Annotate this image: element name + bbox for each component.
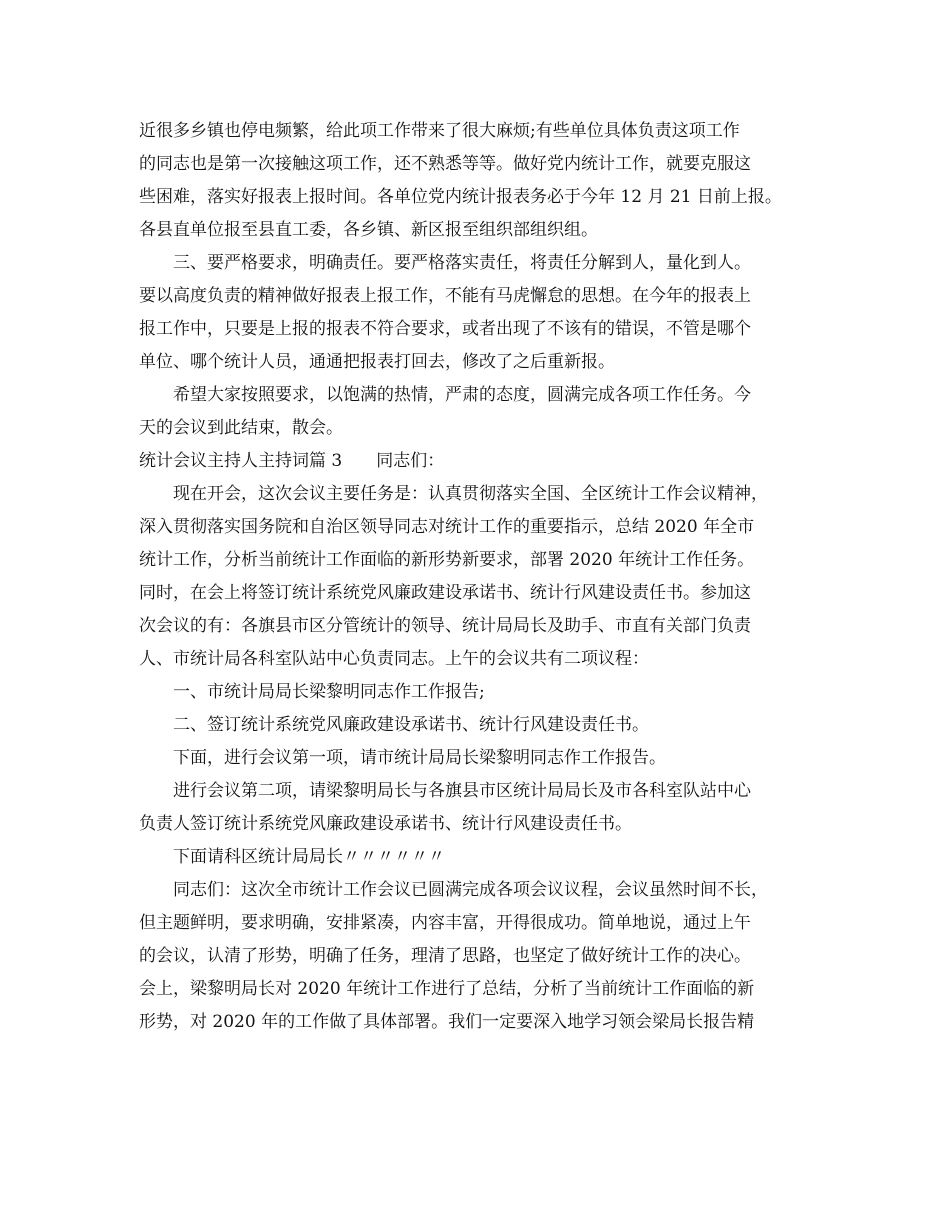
text-line: 下面请科区统计局局长〃〃〃〃〃〃	[173, 847, 445, 867]
text-line: 同时，在会上将签订统计系统党风廉政建设承诺书、统计行风建设责任书。参加这	[139, 583, 751, 603]
text-line: 下面，进行会议第一项，请市统计局局长梁黎明同志作工作报告。	[173, 748, 666, 768]
text-line: 但主题鲜明，要求明确，安排紧凑，内容丰富，开得很成功。简单地说，通过上午	[139, 913, 751, 933]
text-line: 些困难，落实好报表上报时间。各单位党内统计报表务必于今年 12 月 21 日前上报。	[139, 187, 782, 207]
text-line: 报工作中，只要是上报的报表不符合要求，或者出现了不该有的错误，不管是哪个	[139, 319, 751, 339]
text-line: 二、签订统计系统党风廉政建设承诺书、统计行风建设责任书。	[173, 715, 649, 735]
text-line: 各县直单位报至县直工委，各乡镇、新区报至组织部组织组。	[139, 220, 598, 240]
text-line: 的同志也是第一次接触这项工作，还不熟悉等等。做好党内统计工作，就要克服这	[139, 154, 751, 174]
document-body	[139, 115, 825, 1039]
text-line: 会上，梁黎明局长对 2020 年统计工作进行了总结，分析了当前统计工作面临的新	[139, 979, 755, 999]
text-line: 负责人签订统计系统党风廉政建设承诺书、统计行风建设责任书。	[139, 814, 632, 834]
text-line: 同志们：这次全市统计工作会议已圆满完成各项会议议程，会议虽然时间不长，	[173, 880, 768, 900]
text-line: 统计工作，分析当前统计工作面临的新形势新要求，部署 2020 年统计工作任务。	[139, 550, 755, 570]
text-line: 人、市统计局各科室队站中心负责同志。上午的会议共有二项议程：	[139, 649, 649, 669]
text-line: 的会议，认清了形势，明确了任务，理清了思路，也坚定了做好统计工作的决心。	[139, 946, 751, 966]
text-line: 一、市统计局局长梁黎明同志作工作报告;	[173, 682, 485, 702]
text-line: 单位、哪个统计人员，通通把报表打回去，修改了之后重新报。	[139, 352, 615, 372]
text-line: 现在开会，这次会议主要任务是：认真贯彻落实全国、全区统计工作会议精神，	[173, 484, 768, 504]
text-line: 次会议的有：各旗县市区分管统计的领导、统计局局长及助手、市直有关部门负责	[139, 616, 751, 636]
text-line: 要以高度负责的精神做好报表上报工作，不能有马虎懈怠的思想。在今年的报表上	[139, 286, 751, 306]
text-line: 天的会议到此结束，散会。	[139, 418, 343, 438]
text-line: 深入贯彻落实国务院和自治区领导同志对统计工作的重要指示，总结 2020 年全市	[139, 517, 755, 537]
text-line: 统计会议主持人主持词篇 3 同志们：	[139, 451, 445, 471]
text-line: 近很多乡镇也停电频繁，给此项工作带来了很大麻烦;有些单位具体负责这项工作	[139, 121, 740, 141]
text-line: 希望大家按照要求，以饱满的热情，严肃的态度，圆满完成各项工作任务。今	[173, 385, 751, 405]
text-line: 三、要严格要求，明确责任。要严格落实责任，将责任分解到人，量化到人。	[173, 253, 751, 273]
text-line: 形势，对 2020 年的工作做了具体部署。我们一定要深入地学习领会梁局长报告精	[139, 1012, 755, 1032]
text-line: 进行会议第二项，请梁黎明局长与各旗县市区统计局局长及市各科室队站中心	[173, 781, 751, 801]
